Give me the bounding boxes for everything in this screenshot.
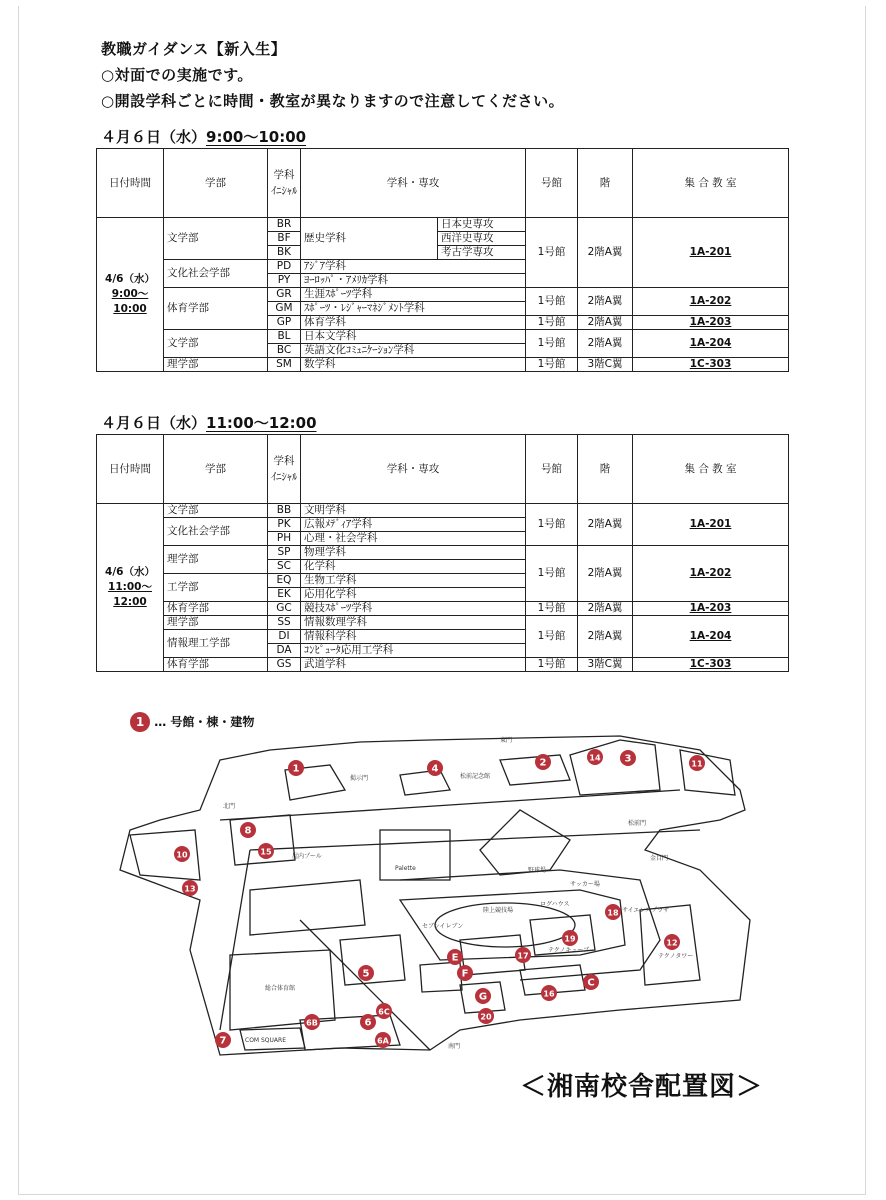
dept-cell: 化学科 xyxy=(301,560,526,574)
initial-cell: PK xyxy=(268,518,301,532)
faculty-cell: 文学部 xyxy=(164,218,268,260)
table-row xyxy=(97,546,789,560)
col-room: 集 合 教 室 xyxy=(633,435,789,504)
session2-datetime-cell: 4/6（水） 11:00〜 12:00 xyxy=(97,504,164,672)
map-pin-label: 8 xyxy=(244,825,252,837)
faculty-cell: 文学部 xyxy=(164,330,268,358)
dept-cell: 心理・社会学科 xyxy=(301,532,526,546)
building-pin-16 xyxy=(541,985,557,1001)
initial-cell: PY xyxy=(268,274,301,288)
col-dept: 学科・専攻 xyxy=(301,149,526,218)
building-pin-6c xyxy=(376,1003,392,1019)
floor-cell: 3階C翼 xyxy=(578,358,633,372)
col-datetime: 日付時間 xyxy=(97,435,164,504)
session1-heading xyxy=(101,126,306,147)
building-pin-13 xyxy=(182,880,198,896)
dept-cell: 応用化学科 xyxy=(301,588,526,602)
map-label-techno-tower: テクノタワー xyxy=(658,953,694,960)
building-pin-12 xyxy=(664,934,680,950)
building-pin-14 xyxy=(587,749,603,765)
map-label-matsumae-gate: 松前門 xyxy=(628,820,647,827)
building-pin-f xyxy=(457,965,473,981)
major-cell: 西洋史専攻 xyxy=(438,232,526,246)
initial-cell: BR xyxy=(268,218,301,232)
dept-cell: ｺﾝﾋﾟｭｰﾀ応用工学科 xyxy=(301,644,526,658)
building-cell: 1号館 xyxy=(526,288,578,316)
dept-cell: 体育学科 xyxy=(301,316,526,330)
building-cell: 1号館 xyxy=(526,330,578,358)
map-pin-label: 10 xyxy=(176,850,188,860)
initial-cell: BC xyxy=(268,344,301,358)
dept-cell: 情報数理学科 xyxy=(301,616,526,630)
map-label-com-square: COM SQUARE xyxy=(245,1037,286,1044)
page-title: 教職ガイダンス【新入生】 xyxy=(101,40,287,58)
building-pin-g xyxy=(475,988,491,1004)
building-pin-10 xyxy=(174,846,190,862)
building-cell: 1号館 xyxy=(526,358,578,372)
building-pin-11 xyxy=(689,755,705,771)
initial-cell: GS xyxy=(268,658,301,672)
building-pin-8 xyxy=(240,822,256,838)
map-label-science-plaza: サイエンスプラザ xyxy=(622,907,670,914)
campus-map xyxy=(100,730,760,1070)
map-pin-label: 15 xyxy=(260,847,272,857)
initial-cell: PD xyxy=(268,260,301,274)
faculty-cell: 体育学部 xyxy=(164,658,268,672)
map-pin-label: 2 xyxy=(539,757,547,769)
room-cell: 1A-204 xyxy=(633,330,789,358)
map-pin-label: 6 xyxy=(364,1017,372,1029)
building-pin-18 xyxy=(605,904,621,920)
dept-cell: 広報ﾒﾃﾞｨｱ学科 xyxy=(301,518,526,532)
initial-cell: GC xyxy=(268,602,301,616)
session2-time: 11:00〜12:00 xyxy=(206,414,317,432)
map-label-east-gate: 東門 xyxy=(500,737,513,744)
map-pin-label: 17 xyxy=(517,951,529,961)
major-cell: 日本史専攻 xyxy=(438,218,526,232)
dept-cell: 文明学科 xyxy=(301,504,526,518)
initial-cell: BF xyxy=(268,232,301,246)
legend-pin-icon: 1 xyxy=(130,712,150,732)
map-pin-label: 1 xyxy=(292,763,300,775)
map-pin-label: 11 xyxy=(691,759,703,769)
dept-cell: 情報科学科 xyxy=(301,630,526,644)
room-cell: 1A-201 xyxy=(633,218,789,288)
building-cell: 1号館 xyxy=(526,546,578,602)
building-cell: 1号館 xyxy=(526,218,578,288)
col-initial: 学科 ｲﾆｼｬﾙ xyxy=(268,149,301,218)
initial-cell: SP xyxy=(268,546,301,560)
building-pin-6b xyxy=(304,1014,320,1030)
building-pin-7 xyxy=(215,1032,231,1048)
initial-cell: BL xyxy=(268,330,301,344)
dept-cell: 歴史学科 xyxy=(301,218,438,260)
col-building: 号館 xyxy=(526,149,578,218)
floor-cell: 2階A翼 xyxy=(578,218,633,288)
building-cell: 1号館 xyxy=(526,504,578,546)
initial-cell: SC xyxy=(268,560,301,574)
building-pin-3 xyxy=(620,750,636,766)
room-cell: 1C-303 xyxy=(633,358,789,372)
major-cell: 考古学専攻 xyxy=(438,246,526,260)
map-pin-label: 16 xyxy=(543,989,555,999)
map-pin-label: C xyxy=(587,977,595,989)
building-pin-6 xyxy=(360,1014,376,1030)
legend-text: … 号館・棟・建物 xyxy=(154,715,255,729)
dept-cell: 生物工学科 xyxy=(301,574,526,588)
floor-cell: 2階A翼 xyxy=(578,616,633,658)
initial-cell: DA xyxy=(268,644,301,658)
building-pin-6a xyxy=(375,1032,391,1048)
map-pin-label: 20 xyxy=(480,1012,492,1022)
initial-cell: GP xyxy=(268,316,301,330)
building-cell: 1号館 xyxy=(526,602,578,616)
initial-cell: GR xyxy=(268,288,301,302)
map-label-baseball: 野球場 xyxy=(528,867,547,874)
session1-table xyxy=(96,148,789,372)
col-faculty: 学部 xyxy=(164,435,268,504)
map-pin-label: G xyxy=(478,991,488,1003)
floor-cell: 3階C翼 xyxy=(578,658,633,672)
building-cell: 1号館 xyxy=(526,616,578,658)
note-schedule-varies: ○開設学科ごとに時間・教室が異なりますので注意してください。 xyxy=(101,92,565,110)
col-floor: 階 xyxy=(578,149,633,218)
map-label-techno-cube: テクノキューブ xyxy=(548,947,590,954)
table-row xyxy=(97,288,789,302)
dept-cell: 日本文学科 xyxy=(301,330,526,344)
initial-cell: BB xyxy=(268,504,301,518)
floor-cell: 2階A翼 xyxy=(578,602,633,616)
map-pin-label: 7 xyxy=(219,1035,227,1047)
floor-cell: 2階A翼 xyxy=(578,330,633,358)
map-legend xyxy=(130,712,254,732)
map-label-bulletin-gate: 掲示門 xyxy=(350,775,369,782)
floor-cell: 2階A翼 xyxy=(578,546,633,602)
initial-cell: PH xyxy=(268,532,301,546)
faculty-cell: 工学部 xyxy=(164,574,268,602)
faculty-cell: 体育学部 xyxy=(164,288,268,330)
initial-cell: DI xyxy=(268,630,301,644)
building-cell: 1号館 xyxy=(526,316,578,330)
initial-cell: EQ xyxy=(268,574,301,588)
session2-table xyxy=(96,434,789,672)
dept-cell: 生涯ｽﾎﾟｰﾂ学科 xyxy=(301,288,526,302)
building-pin-2 xyxy=(535,754,551,770)
map-pin-label: 6B xyxy=(306,1018,318,1028)
building-pin-1 xyxy=(288,760,304,776)
session1-datetime-cell: 4/6（水） 9:00〜10:00 xyxy=(97,218,164,372)
map-caption: ＜湘南校舎配置図＞ xyxy=(520,1072,764,1102)
initial-cell: BK xyxy=(268,246,301,260)
room-cell: 1A-201 xyxy=(633,504,789,546)
table-row xyxy=(97,358,789,372)
col-building: 号館 xyxy=(526,435,578,504)
map-pin-label: 5 xyxy=(362,968,370,980)
map-label-soccer: サッカー場 xyxy=(570,881,600,888)
initial-cell: EK xyxy=(268,588,301,602)
room-cell: 1C-303 xyxy=(633,658,789,672)
floor-cell: 2階A翼 xyxy=(578,316,633,330)
map-label-palette: Palette xyxy=(395,865,416,872)
col-dept: 学科・専攻 xyxy=(301,435,526,504)
col-faculty: 学部 xyxy=(164,149,268,218)
faculty-cell: 文化社会学部 xyxy=(164,518,268,546)
building-pin-5 xyxy=(358,965,374,981)
initial-cell: GM xyxy=(268,302,301,316)
table-row xyxy=(97,658,789,672)
initial-cell: SM xyxy=(268,358,301,372)
map-pin-label: F xyxy=(461,968,469,980)
building-pin-15 xyxy=(258,843,274,859)
map-pin-label: 14 xyxy=(589,753,601,763)
faculty-cell: 理学部 xyxy=(164,546,268,574)
map-label-track: 陸上競技場 xyxy=(483,907,514,914)
dept-cell: 数学科 xyxy=(301,358,526,372)
building-pin-20 xyxy=(478,1008,494,1024)
dept-cell: 武道学科 xyxy=(301,658,526,672)
col-initial: 学科 ｲﾆｼｬﾙ xyxy=(268,435,301,504)
table-row xyxy=(97,504,789,518)
map-pin-label: 4 xyxy=(431,763,439,775)
dept-cell: ﾖｰﾛｯﾊﾟ・ｱﾒﾘｶ学科 xyxy=(301,274,526,288)
map-label-north-gate: 北門 xyxy=(223,803,236,810)
table-row xyxy=(97,602,789,616)
building-pin-e xyxy=(447,949,463,965)
map-label-log-house: ログハウス xyxy=(540,901,570,908)
map-pin-label: 3 xyxy=(624,753,632,765)
faculty-cell: 文化社会学部 xyxy=(164,260,268,288)
faculty-cell: 理学部 xyxy=(164,616,268,630)
building-pin-4 xyxy=(427,760,443,776)
map-label-pool: 屋内プール xyxy=(292,853,322,860)
dept-cell: ｽﾎﾟｰﾂ・ﾚｼﾞｬｰﾏﾈｼﾞﾒﾝﾄ学科 xyxy=(301,302,526,316)
map-pin-label: 12 xyxy=(666,938,678,948)
note-in-person: ○対面での実施です。 xyxy=(101,66,253,84)
table-row xyxy=(97,616,789,630)
room-cell: 1A-202 xyxy=(633,288,789,316)
map-pin-label: E xyxy=(451,952,459,964)
session2-date: ４月６日（水） xyxy=(101,414,207,432)
session1-time: 9:00〜10:00 xyxy=(206,128,307,146)
floor-cell: 2階A翼 xyxy=(578,288,633,316)
session1-date: ４月６日（水） xyxy=(101,128,207,146)
map-pin-label: 6C xyxy=(378,1007,390,1017)
floor-cell: 2階A翼 xyxy=(578,504,633,546)
map-label-south-gate: 南門 xyxy=(448,1043,461,1050)
map-label-gym: 総合体育館 xyxy=(265,985,296,992)
room-cell: 1A-203 xyxy=(633,602,789,616)
map-pin-label: 19 xyxy=(564,934,576,944)
dept-cell: 物理学科 xyxy=(301,546,526,560)
room-cell: 1A-204 xyxy=(633,616,789,658)
map-pin-label: 18 xyxy=(607,908,619,918)
faculty-cell: 理学部 xyxy=(164,358,268,372)
dept-cell: 競技ｽﾎﾟｰﾂ学科 xyxy=(301,602,526,616)
room-cell: 1A-203 xyxy=(633,316,789,330)
map-label-seven-eleven: セブンイレブン xyxy=(422,923,464,930)
table-row xyxy=(97,218,789,232)
col-room: 集 合 教 室 xyxy=(633,149,789,218)
dept-cell: ｱｼﾞｱ学科 xyxy=(301,260,526,274)
initial-cell: SS xyxy=(268,616,301,630)
dept-cell: 英語文化ｺﾐｭﾆｹｰｼｮﾝ学科 xyxy=(301,344,526,358)
building-cell: 1号館 xyxy=(526,658,578,672)
session2-heading xyxy=(101,412,317,433)
building-pin-c xyxy=(583,974,599,990)
map-pin-label: 13 xyxy=(184,884,196,894)
col-datetime: 日付時間 xyxy=(97,149,164,218)
table-row xyxy=(97,330,789,344)
faculty-cell: 体育学部 xyxy=(164,602,268,616)
map-pin-label: 6A xyxy=(377,1036,389,1046)
room-cell: 1A-202 xyxy=(633,546,789,602)
map-label-matsumae-hall: 松前記念館 xyxy=(460,773,491,780)
building-pin-19 xyxy=(562,930,578,946)
building-pin-17 xyxy=(515,947,531,963)
map-label-kaneme-gate: 金目門 xyxy=(650,855,669,862)
faculty-cell: 情報理工学部 xyxy=(164,630,268,658)
faculty-cell: 文学部 xyxy=(164,504,268,518)
col-floor: 階 xyxy=(578,435,633,504)
